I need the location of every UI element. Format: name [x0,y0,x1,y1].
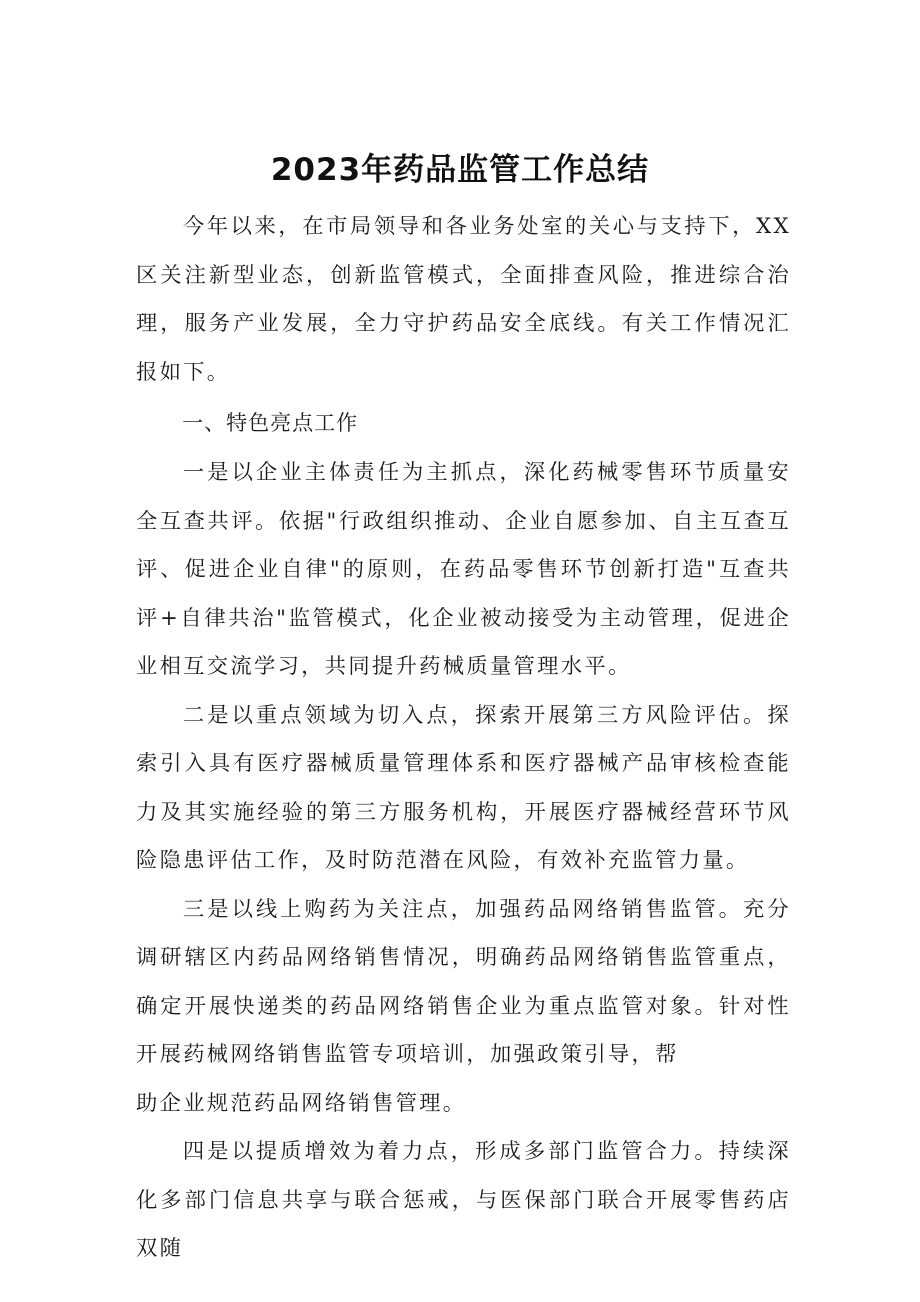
paragraph-3-continued: 助企业规范药品网络销售管理。 [136,1090,467,1116]
document-body [136,203,791,1274]
paragraph-3 [136,886,791,1080]
paragraph-1: 一是以企业主体责任为主抓点，深化药械零售环节质量安全互查共评。依据"行政组织推动、企业自愿参加、自主互查互评、促进企业自律"的原则，在药品零售环节创新打造"互查共评+自律共治"监管模式，化企业被动接受为主动管理，促进企业相互交流学习，共同提升药械质量管理水平。 [136,460,791,679]
section-heading: 一、特色亮点工作 [182,411,359,435]
paragraph-3-main: 三是以线上购药为关注点，加强药品网络销售监管。充分调研辖区内药品网络销售情况，明确药品网络销售监管重点，确定开展快递类的药品网络销售企业为重点监管对象。针对性开展药械网络销售监管专项培训，加强政策引导，帮 [136,896,791,1067]
document-title: 2023年药品监管工作总结 [270,152,650,188]
intro-paragraph: 今年以来，在市局领导和各业务处室的关心与支持下，XX区关注新型业态，创新监管模式，全面排查风险，推进综合治理，服务产业发展，全力守护药品安全底线。有关工作情况汇报如下。 [136,214,791,385]
paragraph-2: 二是以重点领域为切入点，探索开展第三方风险评估。探索引入具有医疗器械质量管理体系和医疗器械产品审核检查能力及其实施经验的第三方服务机构，开展医疗器械经营环节风险隐患评估工作，及时防范潜在风险，有效补充监管力量。 [136,702,791,873]
paragraph-4: 四是以提质增效为着力点，形成多部门监管合力。持续深化多部门信息共享与联合惩戒，与医保部门联合开展零售药店双随 [136,1139,791,1261]
